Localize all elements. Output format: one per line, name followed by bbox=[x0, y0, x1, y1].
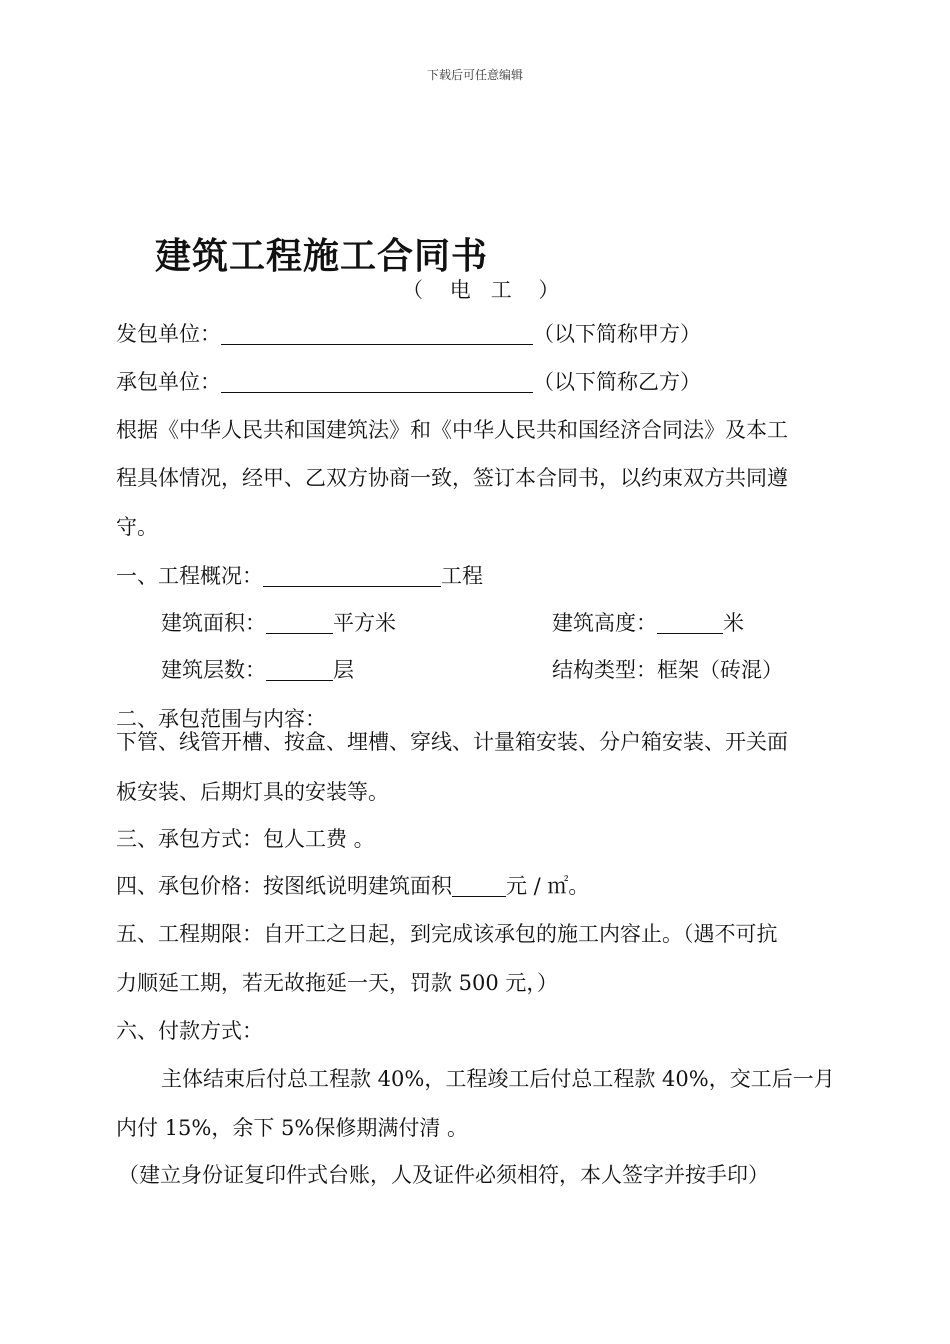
section4-unit: 元 / ㎡。 bbox=[506, 874, 590, 898]
contractor-label: 承包单位： bbox=[116, 370, 221, 394]
preamble-line-2: 程具体情况，经甲、乙双方协商一致，签订本合同书，以约束双方共同遵 bbox=[116, 466, 788, 490]
section2-label: 二、承包范围与内容： bbox=[116, 707, 326, 731]
section6-line-2: 内付 15%，余下 5%保修期满付清 。 bbox=[116, 1116, 469, 1140]
contractor-blank[interactable] bbox=[221, 370, 533, 393]
floors-line bbox=[161, 656, 354, 684]
preamble-line-1: 根据《中华人民共和国建筑法》和《中华人民共和国经济合同法》及本工 bbox=[116, 418, 788, 442]
price-blank[interactable] bbox=[452, 874, 506, 897]
contractor-line bbox=[116, 368, 701, 396]
section3-line: 三、承包方式：包人工费 。 bbox=[116, 827, 375, 851]
area-label: 建筑面积： bbox=[161, 611, 266, 635]
floors-unit: 层 bbox=[333, 658, 354, 682]
section6-label: 六、付款方式： bbox=[116, 1019, 263, 1043]
section6-note: （建立身份证复印件式台账，人及证件必须相符，本人签字并按手印） bbox=[118, 1163, 769, 1187]
employer-blank[interactable] bbox=[221, 322, 533, 345]
page-header-note: 下载后可任意编辑 bbox=[426, 68, 523, 82]
area-unit: 平方米 bbox=[333, 611, 396, 635]
contractor-note: （以下简称乙方） bbox=[533, 370, 701, 394]
section2-line-1: 下管、线管开槽、按盒、埋槽、穿线、计量箱安装、分户箱安装、开关面 bbox=[116, 730, 788, 754]
section6-line-1: 主体结束后付总工程款 40%，工程竣工后付总工程款 40%，交工后一月 bbox=[161, 1067, 835, 1091]
section1-suffix: 工程 bbox=[441, 564, 483, 588]
employer-note: （以下简称甲方） bbox=[533, 322, 701, 346]
section4-label: 四、承包价格：按图纸说明建筑面积 bbox=[116, 874, 452, 898]
floors-blank[interactable] bbox=[266, 658, 333, 681]
floors-label: 建筑层数： bbox=[161, 658, 266, 682]
section4-line bbox=[116, 872, 589, 900]
area-line bbox=[161, 609, 396, 637]
section5-line-2: 力顺延工期，若无故拖延一天，罚款 500 元，） bbox=[116, 971, 558, 995]
height-blank[interactable] bbox=[657, 611, 723, 634]
preamble-line-3: 守。 bbox=[116, 515, 158, 539]
structure-type: 结构类型：框架（砖混） bbox=[552, 658, 783, 682]
area-blank[interactable] bbox=[266, 611, 333, 634]
height-line bbox=[552, 609, 744, 637]
employer-label: 发包单位： bbox=[116, 322, 221, 346]
section2-line-2: 板安装、后期灯具的安装等。 bbox=[116, 780, 389, 804]
employer-line bbox=[116, 320, 701, 348]
document-title: 建筑工程施工合同书 bbox=[155, 236, 489, 277]
section1-line bbox=[116, 562, 483, 590]
section5-line-1: 五、工程期限：自开工之日起，到完成该承包的施工内容止。（遇不可抗 bbox=[116, 922, 778, 946]
project-name-blank[interactable] bbox=[263, 564, 441, 587]
height-label: 建筑高度： bbox=[552, 611, 657, 635]
height-unit: 米 bbox=[723, 611, 744, 635]
section1-label: 一、工程概况： bbox=[116, 564, 263, 588]
document-subtitle: （ 电 工 ） bbox=[402, 278, 560, 302]
